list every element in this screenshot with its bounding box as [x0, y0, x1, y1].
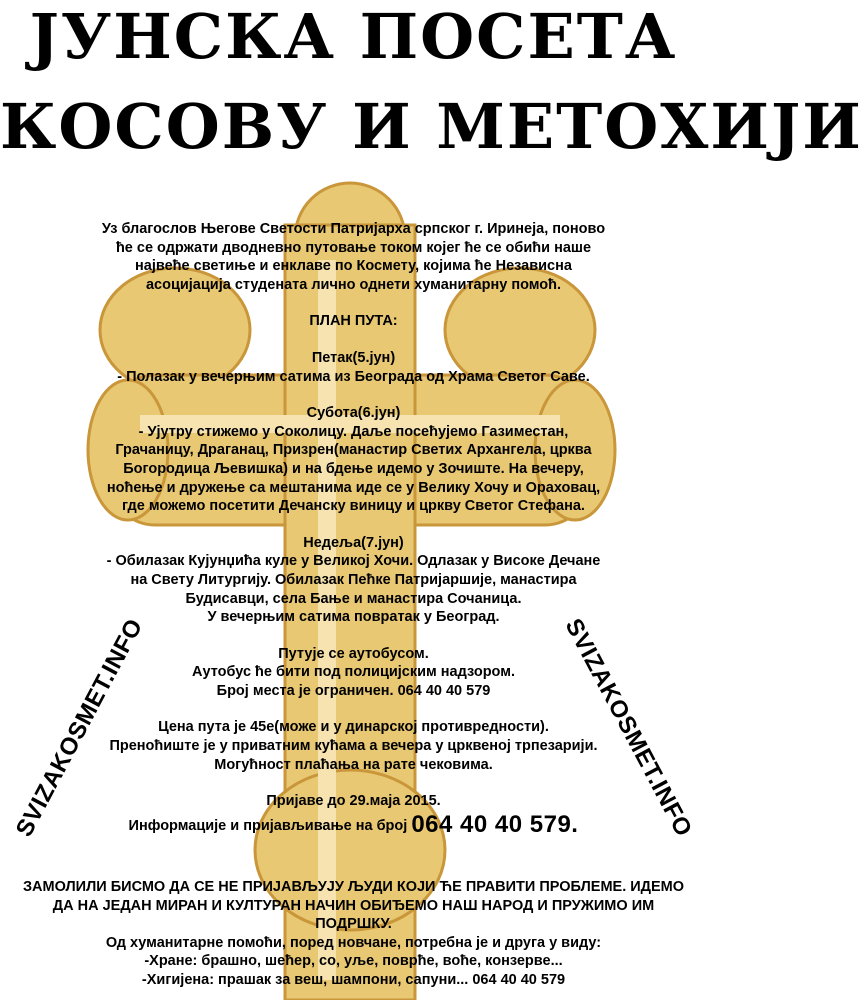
day-text-sunday-return: У вечерњим сатима повратак у Београд.: [207, 609, 500, 626]
plan-heading: ПЛАН ПУТА:: [309, 313, 398, 330]
announcement-body: [100, 220, 607, 840]
day-text-saturday: - Ујутру стижемо у Соколицу. Даље посећујемо Газиместан, Грачаницу, Драганац, Призрен(манастир Светих Архангела, црква Богородица Љевишка) и на бдење идемо у Зочиште. На вечеру, ноћење и дружење са мештанима иде се у Велику Хочу и Ораховац, где можемо посетити Дечанску виницу и цркву Светог Стефана.: [106, 423, 601, 515]
intro-paragraph: Уз благослов Његове Светости Патријарха српског г. Иринеја, поново ће се одржати дводневно путовање током којег ће се обићи наше највеће светиње и енклаве по Космету, којима ће Независна асоцијација студената лично однети хуманитарну помоћ.: [101, 221, 606, 293]
aid-line: -Хигијена: прашак за веш, шампони, сапуни... 064 40 40 579: [141, 971, 566, 988]
day-title-saturday: Субота(6.јун): [306, 405, 401, 422]
contact-prefix: Информације и пријављивање на број: [128, 817, 408, 834]
aid-line: -Хране: брашно, шећер, со, уље, поврће, воће, конзерве...: [144, 953, 563, 970]
transport-line: Путује се аутобусом.: [278, 645, 429, 662]
poster-title-line-2: КОСОВУ И МЕТОХИЈИ: [0, 90, 863, 163]
transport-line: Аутобус ће бити под полицијским надзором.: [192, 664, 515, 681]
price-line: Могућност плаћања на рате чековима.: [214, 756, 493, 773]
price-line: Цена пута је 45е(може и у динарској противредности).: [158, 719, 549, 736]
price-line: Преноћиште је у приватним кућама а вечера у црквеној трпезарији.: [109, 738, 598, 755]
aid-line: Од хуманитарне помоћи, поред новчане, потребна је и друга у виду:: [105, 934, 602, 951]
day-text-sunday: - Обилазак Кујунџића куле у Великој Хочи. Одлазак у Високе Дечане на Свету Литургију. Обилазак Пећке Патријаршије, манастира Будисавци, села Бање и манастира Сочаница.: [106, 553, 601, 607]
website-label-left: SVIZAKOSMET.INFO: [10, 614, 149, 842]
contact-phone: 064 40 40 579.: [411, 810, 579, 838]
day-text-friday: - Полазак у вечерњим сатима из Београда од Храма Светог Саве.: [117, 368, 590, 385]
warning-text: ЗАМОЛИЛИ БИСМО ДА СЕ НЕ ПРИЈАВЉУЈУ ЉУДИ КОЈИ ЋЕ ПРАВИТИ ПРОБЛЕМЕ. ИДЕМО ДА НА ЈЕДАН МИРАН И КУЛТУРАН НАЧИН ОБИЂЕМО НАШ НАРОД И ПРУЖИМО ИМ ПОДРШКУ.: [22, 879, 685, 933]
day-title-sunday: Недеља(7.јун): [303, 534, 404, 551]
website-label-right: SVIZAKOSMET.INFO: [559, 614, 698, 842]
day-title-friday: Петак(5.јун): [311, 349, 396, 366]
poster-title-line-1: ЈУНСКА ПОСЕТА: [29, 0, 678, 73]
deadline: Пријаве до 29.маја 2015.: [266, 793, 441, 810]
transport-line: Број места је ограничен. 064 40 40 579: [216, 682, 491, 699]
contact-line: [100, 811, 607, 840]
bottom-notice: [20, 878, 687, 990]
